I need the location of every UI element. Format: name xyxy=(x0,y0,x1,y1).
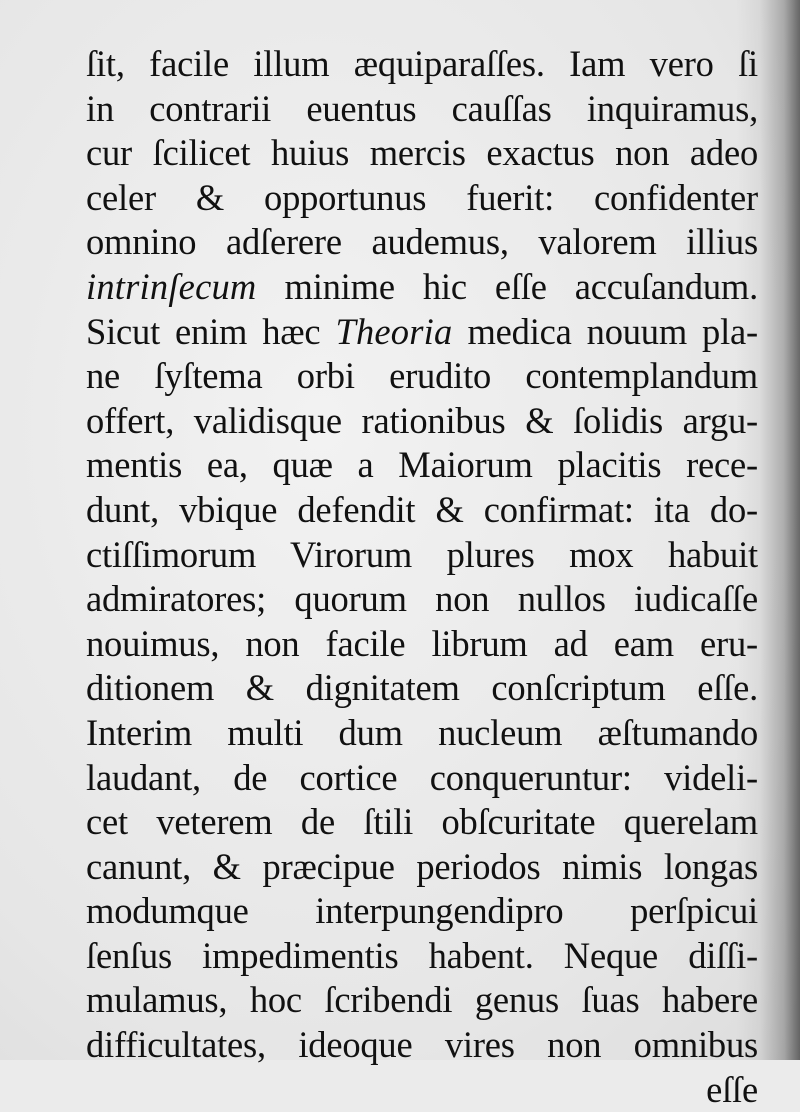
text-line-19: canunt, & præcipue periodos nimis longas xyxy=(86,845,758,887)
text-line-15: ditionem & dignitatem conſcriptum eſſe. xyxy=(86,667,758,709)
latin-text-block xyxy=(86,42,758,1112)
text-line-23: difficultates, ideoque vires non omnibus xyxy=(86,1024,758,1066)
text-line-11: dunt, vbique defendit & confirmat: ita do- xyxy=(86,488,758,530)
text-line-5: omnino adſerere audemus, valorem illius xyxy=(86,221,758,263)
italic-theoria: Theoria xyxy=(335,310,453,352)
text-line-17: laudant, de cortice conqueruntur: videli- xyxy=(86,756,758,798)
text-line-12: ctiſſimorum Virorum plures mox habuit xyxy=(86,533,758,575)
text-line-4: celer & opportunus fuerit: confidenter xyxy=(86,176,758,218)
text-line-8: ne ſyſtema orbi erudito contemplandum xyxy=(86,355,758,397)
text-line-6-rest: minime hic eſſe accuſandum. xyxy=(256,265,758,307)
text-line-20: modumque interpungendipro perſpicui xyxy=(86,890,758,932)
text-line-22: mulamus, hoc ſcribendi genus ſuas habere xyxy=(86,979,758,1021)
text-line-13: admiratores; quorum non nullos iudicaſſe xyxy=(86,578,758,620)
text-line-10: mentis ea, quæ a Maiorum placitis rece- xyxy=(86,444,758,486)
text-line-9: offert, validisque rationibus & ſolidis argu- xyxy=(86,399,758,441)
text-line-1: ſit, facile illum æquiparaſſes. Iam vero ſi xyxy=(86,43,758,84)
text-line-7-start: Sicut enim hæc xyxy=(86,310,336,352)
text-line-18: cet veterem de ſtili obſcuritate querelam xyxy=(86,801,758,843)
catchword: eſſe xyxy=(706,1068,758,1110)
text-line-3: cur ſcilicet huius mercis exactus non adeo xyxy=(86,132,758,174)
text-line-21: ſenſus impedimentis habent. Neque diſſi- xyxy=(86,934,758,976)
italic-word: intrinſecum xyxy=(86,265,257,307)
text-line-14: nouimus, non facile librum ad eam eru- xyxy=(86,622,758,664)
text-line-7-rest: medica nouum pla- xyxy=(452,310,759,352)
text-line-16: Interim multi dum nucleum æſtumando xyxy=(86,711,758,753)
text-line-7 xyxy=(86,310,758,355)
text-line-6 xyxy=(86,265,758,310)
text-line-2: in contrarii euentus cauſſas inquiramus, xyxy=(86,87,758,129)
